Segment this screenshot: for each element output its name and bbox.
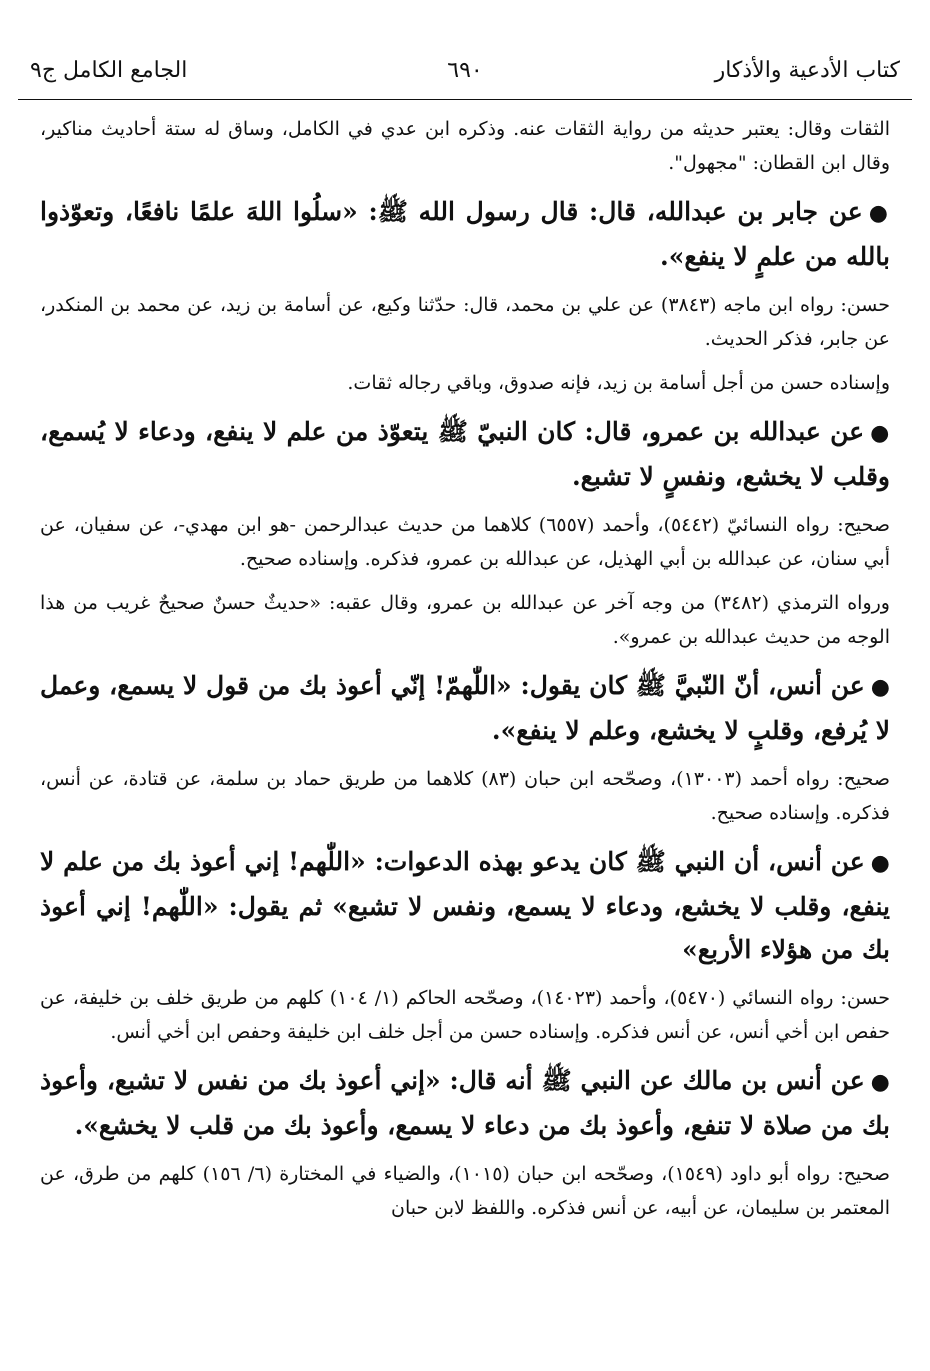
bullet-icon: ●: [870, 674, 890, 700]
commentary-1b: وإسناده حسن من أجل أسامة بن زيد، فإنه صدوق، وباقي رجاله ثقات.: [347, 372, 890, 394]
hadith-4-text: عن أنس، أن النبي ﷺ كان يدعو بهذه الدعوات: «اللّٰهم! إني أعوذ بك من علم لا ينفع، وقلب لا يخشع، ودعاء لا يسمع، ونفس لا تشبع» ثم يقول: «اللّٰهم! إني أعوذ بك من هؤلاء الأربع»: [40, 847, 890, 964]
bullet-icon: ●: [870, 850, 890, 876]
hadith-4: [40, 840, 890, 971]
header-rule: [18, 99, 912, 100]
hadith-5: [40, 1059, 890, 1147]
page-header: [22, 52, 908, 92]
commentary-2a: صحيح: رواه النسائيّ (٥٤٤٢)، وأحمد (٦٥٥٧) كلاهما من حديث عبدالرحمن -هو ابن مهدي-، عن سفيان، عن أبي سنان، عن عبدالله بن أبي الهذيل، عن عبدالله بن عمرو، فذكره. وإسناده صحيح.: [40, 514, 890, 570]
hadith-3-text: عن أنس، أنّ النّبيَّ ﷺ كان يقول: «اللّٰهمّ! إنّي أعوذ بك من قول لا يسمع، وعمل لا يُرفع، وقلبٍ لا يخشع، وعلم لا ينفع».: [40, 671, 890, 745]
page-number: ٦٩٠: [447, 58, 483, 83]
intro-note: الثقات وقال: يعتبر حديثه من رواية الثقات عنه. وذكره ابن عدي في الكامل، وساق له ستة أحاديث مناكير، وقال ابن القطان: "مجهول".: [40, 118, 890, 174]
page-body: [40, 112, 890, 1235]
hadith-2-text: عن عبدالله بن عمرو، قال: كان النبيّ ﷺ يتعوّذ من علم لا ينفع، ودعاء لا يُسمع، وقلب لا يخشع، ونفسٍ لا تشبع.: [40, 417, 890, 491]
hadith-3: [40, 664, 890, 752]
volume-label: الجامع الكامل ج٩: [30, 58, 188, 83]
hadith-1-text: عن جابر بن عبدالله، قال: قال رسول الله ﷺ: «سلُوا اللهَ علمًا نافعًا، وتعوّذوا بالله من علمٍ لا ينفع».: [40, 197, 890, 271]
hadith-2: [40, 410, 890, 498]
commentary-5: صحيح: رواه أبو داود (١٥٤٩)، وصحّحه ابن حبان (١٠١٥)، والضياء في المختارة (٦/ ١٥٦) كلهم من طرق، عن المعتمر بن سليمان، عن أبيه، عن أنس فذكره. واللفظ لابن حبان: [40, 1163, 890, 1219]
hadith-1: [40, 190, 890, 278]
commentary-3: صحيح: رواه أحمد (١٣٠٠٣)، وصحّحه ابن حبان (٨٣) كلاهما من طريق حماد بن سلمة، عن قتادة، عن أنس، فذكره. وإسناده صحيح.: [40, 768, 890, 824]
bullet-icon: ●: [868, 200, 890, 226]
hadith-5-text: عن أنس بن مالك عن النبي ﷺ أنه قال: «إني أعوذ بك من نفس لا تشبع، وأعوذ بك من صلاة لا تنفع، وأعوذ بك من دعاء لا يسمع، وأعوذ بك من قلب لا يخشع».: [40, 1066, 890, 1140]
commentary-4: حسن: رواه النسائي (٥٤٧٠)، وأحمد (١٤٠٢٣)، وصحّحه الحاكم (١/ ١٠٤) كلهم من طريق خلف بن خليفة، عن حفص ابن أخي أنس، عن أنس فذكره. وإسناده حسن من أجل خلف ابن خليفة وحفص ابن أخي أنس.: [40, 987, 890, 1043]
commentary-2b: ورواه الترمذي (٣٤٨٢) من وجه آخر عن عبدالله بن عمرو، وقال عقبه: «حديثٌ حسنٌ صحيحٌ غريب من هذا الوجه من حديث عبدالله بن عمرو».: [40, 592, 890, 648]
book-title: كتاب الأدعية والأذكار: [714, 58, 900, 83]
commentary-1a: حسن: رواه ابن ماجه (٣٨٤٣) عن علي بن محمد، قال: حدّثنا وكيع، عن أسامة بن زيد، عن محمد بن المنكدر، عن جابر، فذكر الحديث.: [40, 294, 890, 350]
bullet-icon: ●: [870, 420, 891, 446]
bullet-icon: ●: [870, 1069, 890, 1095]
